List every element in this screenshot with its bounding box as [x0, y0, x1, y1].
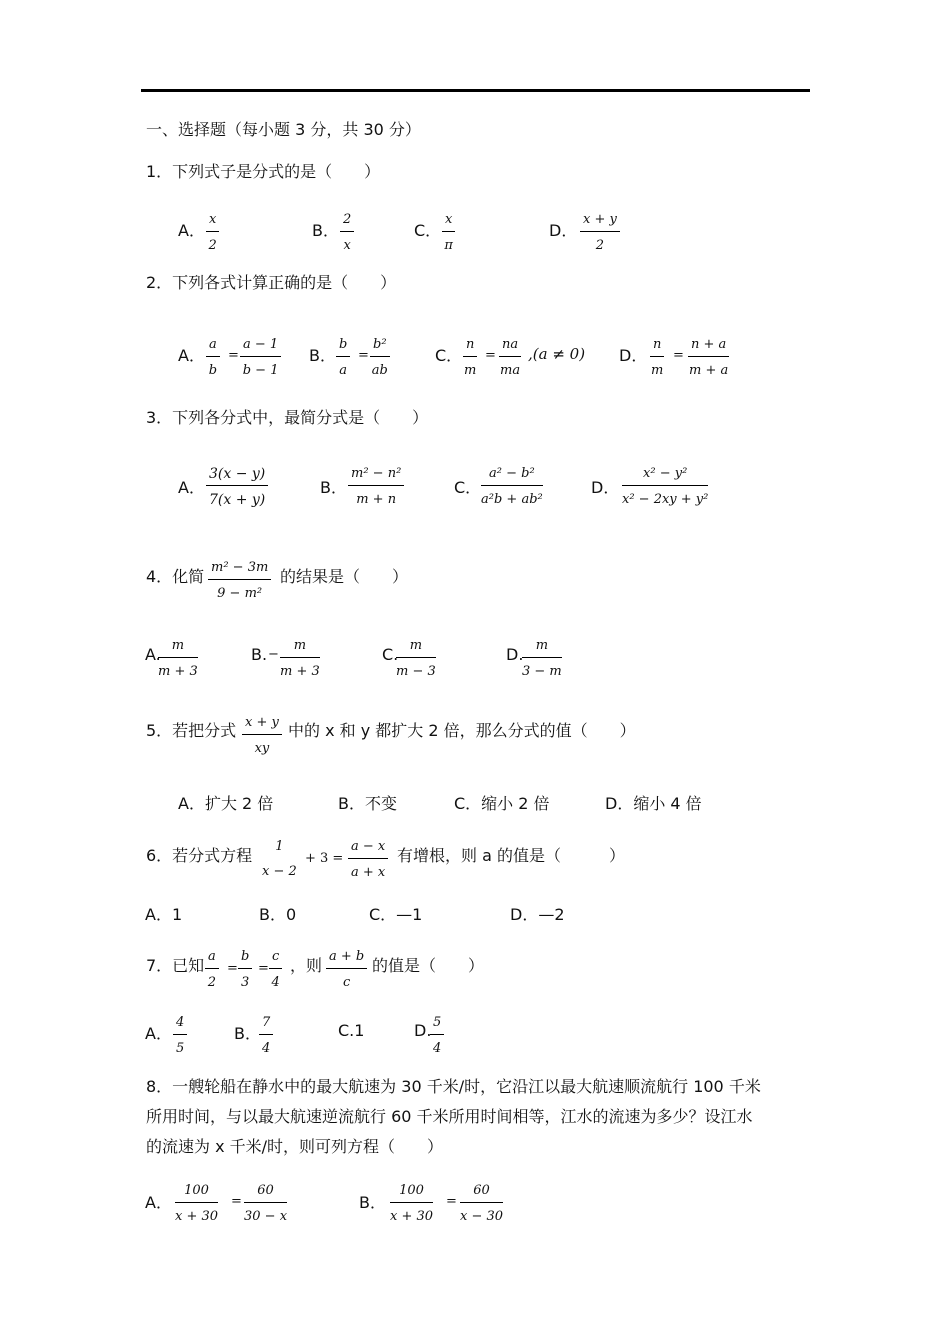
q1-option-d-label[interactable]: D． [549, 221, 578, 240]
q6-option-b[interactable]: B．0 [259, 905, 297, 924]
q3-option-d-label[interactable]: D． [591, 478, 620, 497]
q2-b-left-fraction: $\frac{b}{a}$ [336, 337, 350, 379]
q4-option-a-label[interactable]: A. [145, 645, 161, 664]
equals-sign: = [673, 348, 684, 363]
q2-option-a-label[interactable]: A． [178, 346, 205, 365]
q1-option-c-fraction: $\frac{x}{\pi}$ [442, 212, 455, 254]
q8-b-left-fraction: $\frac{100}{x + 30}$ [390, 1183, 434, 1224]
q8-option-b-label[interactable]: B． [359, 1193, 386, 1212]
q7-fraction-c: $\frac{c}{4}$ [269, 949, 282, 991]
q7-option-d-label[interactable]: D. [414, 1021, 432, 1040]
q7-option-a-label[interactable]: A． [145, 1024, 172, 1043]
q3-b-fraction: $\frac{\text{m² − n²}}{m + n}$ [348, 466, 404, 508]
question-4-stem-suffix: 的结果是（ ） [280, 567, 409, 586]
q2-b-right-fraction: $\frac{\text{b²}}{ab}$ [371, 337, 388, 378]
q6-right-fraction: $\frac{a - x}{a + x}$ [348, 839, 388, 881]
question-1-stem: 1．下列式子是分式的是（ ） [146, 162, 381, 181]
q7-b-fraction: $\frac{7}{4}$ [259, 1015, 273, 1057]
equals-sign: = [228, 348, 239, 363]
q7-fraction-ab: $\frac{a + b}{c}$ [326, 949, 367, 991]
q6-option-d[interactable]: D．—2 [510, 905, 565, 924]
q7-d-fraction: $\frac{5}{4}$ [430, 1015, 444, 1057]
q4-d-fraction: $\frac{m}{3 - m}$ [522, 638, 562, 679]
q7-fraction-b: $\frac{b}{3}$ [238, 949, 252, 991]
q7-fraction-a: $\frac{a}{2}$ [205, 949, 219, 991]
q3-c-fraction: $\frac{\text{a² − b²}}{\text{a²b + ab²}}$ [481, 466, 543, 507]
q5-option-c[interactable]: C．缩小 2 倍 [454, 794, 550, 813]
q8-a-left-fraction: $\frac{100}{x + 30}$ [175, 1183, 219, 1224]
q6-plus-equals: + 3 = [305, 851, 344, 866]
question-6-stem-prefix: 6．若分式方程 [146, 846, 253, 865]
q2-d-left-fraction: $\frac{n}{m}$ [651, 337, 664, 378]
equals-sign: = [485, 348, 496, 363]
q1-option-d-fraction: $\frac{x + y}{2}$ [580, 212, 620, 254]
equals-sign: = [231, 1194, 242, 1209]
q4-c-fraction: $\frac{m}{m - 3}$ [396, 638, 436, 679]
question-8-line-3: 的流速为 x 千米/时，则可列方程（ ） [146, 1137, 444, 1156]
q3-d-fraction: $\frac{\text{x² − y²}}{\text{x² − 2xy + y²}}$ [622, 466, 709, 507]
question-5-stem-suffix: 中的 x 和 y 都扩大 2 倍，那么分式的值（ ） [288, 721, 636, 740]
question-8-line-2: 所用时间，与以最大航速逆流航行 60 千米所用时间相等，江水的流速为多少？设江水 [146, 1107, 753, 1126]
q2-option-b-label[interactable]: B． [309, 346, 336, 365]
equals-sign: = [446, 1194, 457, 1209]
q2-option-d-label[interactable]: D． [619, 346, 648, 365]
q8-a-right-fraction: $\frac{60}{30 - x}$ [244, 1183, 288, 1224]
q2-c-left-fraction: $\frac{n}{m}$ [464, 337, 477, 378]
q2-d-right-fraction: $\frac{n + a}{m + a}$ [689, 337, 729, 378]
q1-option-a-label[interactable]: A． [178, 221, 205, 240]
q2-a-left-fraction: $\frac{a}{b}$ [206, 337, 220, 379]
q8-option-a-label[interactable]: A． [145, 1193, 172, 1212]
q2-option-c-label[interactable]: C． [435, 346, 463, 365]
q4-option-d-label[interactable]: D. [506, 645, 524, 664]
q6-option-a[interactable]: A．1 [145, 905, 183, 924]
q4-option-c-label[interactable]: C. [382, 645, 399, 664]
q3-option-c-label[interactable]: C． [454, 478, 482, 497]
equals-sign: = [258, 961, 269, 976]
question-2-stem: 2．下列各式计算正确的是（ ） [146, 273, 397, 292]
q4-stem-fraction: $\frac{\text{m² − 3m}}{\text{9 − m²}}$ [208, 560, 271, 602]
q7-option-b-label[interactable]: B． [234, 1024, 261, 1043]
q4-b-fraction: $\frac{m}{m + 3}$ [280, 638, 320, 679]
q1-option-b-fraction: $\frac{2}{x}$ [340, 212, 354, 254]
q1-option-a-fraction: $\frac{x}{2}$ [206, 212, 219, 254]
question-4-stem-prefix: 4．化简 [146, 567, 205, 586]
q3-option-b-label[interactable]: B． [320, 478, 347, 497]
q6-option-c[interactable]: C．—1 [369, 905, 423, 924]
question-8-line-1: 8．一艘轮船在静水中的最大航速为 30 千米/时，它沿江以最大航速顺流航行 100 千米 [146, 1077, 761, 1096]
q4-b-minus-sign: − [268, 647, 279, 662]
q4-option-b-label[interactable]: B. [251, 645, 268, 664]
q2-a-right-fraction: $\frac{a - 1}{b - 1}$ [240, 337, 281, 379]
q5-option-d[interactable]: D．缩小 4 倍 [605, 794, 702, 813]
q4-a-fraction: $\frac{m}{m + 3}$ [158, 638, 198, 679]
header-rule [141, 89, 810, 92]
q1-option-b-label[interactable]: B． [312, 221, 339, 240]
equals-sign: = [227, 961, 238, 976]
q6-left-fraction: 1 x − 2 [262, 839, 297, 879]
question-6-stem-suffix: 有增根，则 a 的值是（ ） [397, 846, 625, 865]
question-7-stem-suffix: 的值是（ ） [372, 956, 485, 975]
question-5-stem-prefix: 5．若把分式 [146, 721, 237, 740]
q5-stem-fraction: $\frac{x + y}{xy}$ [242, 715, 282, 757]
section-title: 一、选择题（每小题 3 分，共 30 分） [146, 120, 421, 139]
question-7-stem-prefix: 7．已知 [146, 956, 205, 975]
q2-c-right-fraction: $\frac{na}{ma}$ [500, 337, 521, 378]
q3-a-fraction: $\frac{3(x - y)}{7(x + y)}$ [206, 466, 268, 508]
q7-a-fraction: $\frac{4}{5}$ [173, 1015, 187, 1057]
q8-b-right-fraction: $\frac{60}{x - 30}$ [460, 1183, 504, 1224]
q5-option-b[interactable]: B．不变 [338, 794, 397, 813]
question-7-stem-middle: ，则 [290, 956, 323, 975]
q1-option-c-label[interactable]: C． [414, 221, 442, 240]
q3-option-a-label[interactable]: A． [178, 478, 205, 497]
q2-c-condition: ,(a ≠ 0) [528, 345, 586, 363]
q5-option-a[interactable]: A．扩大 2 倍 [178, 794, 274, 813]
equals-sign: = [358, 348, 369, 363]
q7-option-c[interactable]: C.1 [338, 1021, 365, 1040]
question-3-stem: 3．下列各分式中，最简分式是（ ） [146, 408, 429, 427]
